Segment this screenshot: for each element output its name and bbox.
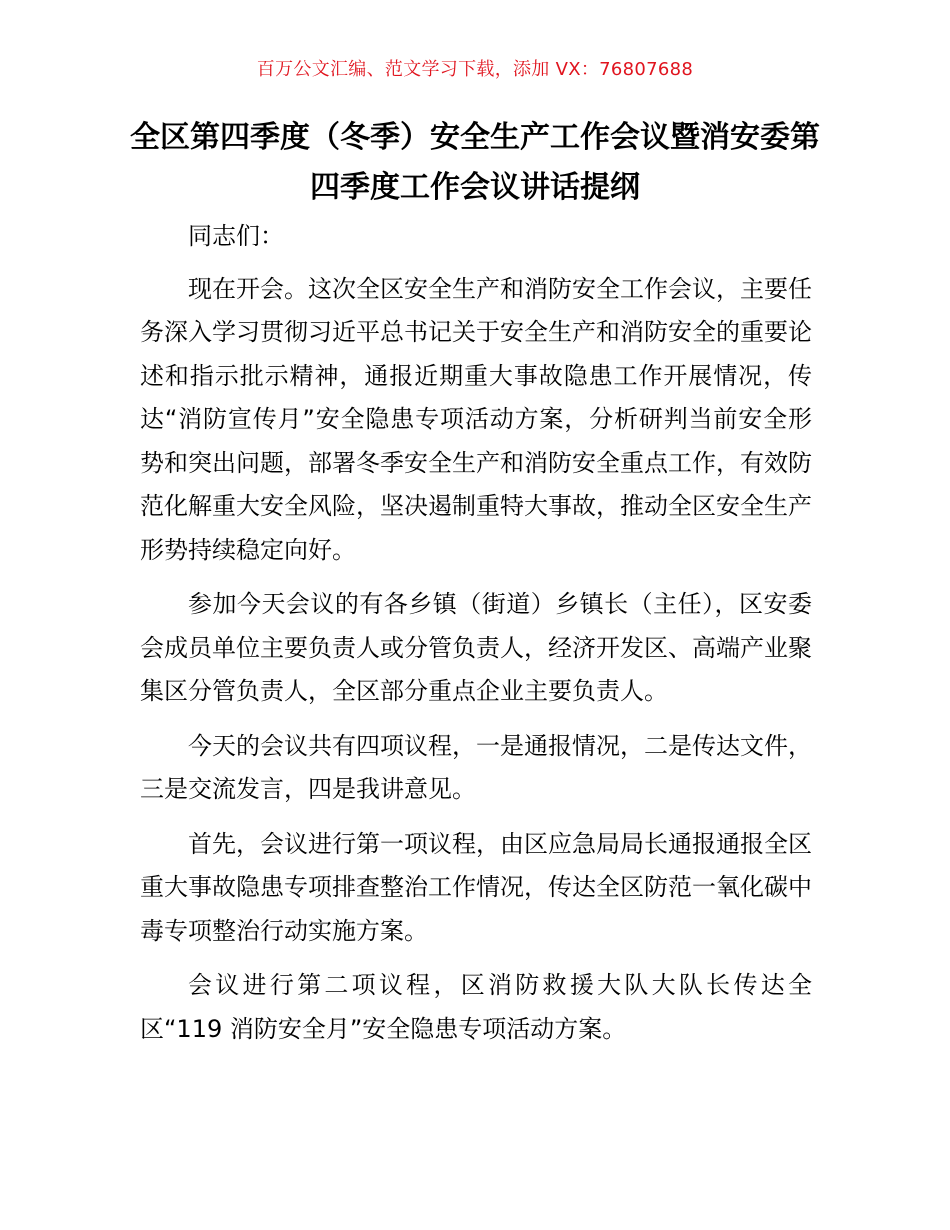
paragraph-attendees: 参加今天会议的有各乡镇（街道）乡镇长（主任），区安委会成员单位主要负责人或分管负责人，经济开发区、高端产业聚集区分管负责人，全区部分重点企业主要负责人。 [140, 590, 812, 705]
document-body [140, 215, 812, 1062]
header-note: 百万公文汇编、范文学习下载，添加 VX：76807688 [256, 59, 694, 80]
paragraph-first-item: 首先，会议进行第一项议程，由区应急局局长通报通报全区重大事故隐患专项排查整治工作情况，传达全区防范一氧化碳中毒专项整治行动实施方案。 [140, 829, 812, 945]
paragraph-agenda: 今天的会议共有四项议程，一是通报情况，二是传达文件，三是交流发言，四是我讲意见。 [140, 731, 812, 803]
paragraph-opening: 现在开会。这次全区安全生产和消防安全工作会议，主要任务深入学习贯彻习近平总书记关于安全生产和消防安全的重要论述和指示批示精神，通报近期重大事故隐患工作开展情况，传达“消防宣传月”安全隐患专项活动方案，分析研判当前安全形势和突出问题，部署冬季安全生产和消防安全重点工作，有效防范化解重大安全风险，坚决遏制重特大事故，推动全区安全生产形势持续稳定向好。 [140, 274, 812, 564]
document-title: 全区第四季度（冬季）安全生产工作会议暨消安委第四季度工作会议讲话提纲 [130, 120, 820, 205]
salutation: 同志们： [188, 222, 284, 250]
paragraph-second-item: 会议进行第二项议程，区消防救援大队大队长传达全区“119 消防安全月”安全隐患专项活动方案。 [140, 971, 812, 1043]
